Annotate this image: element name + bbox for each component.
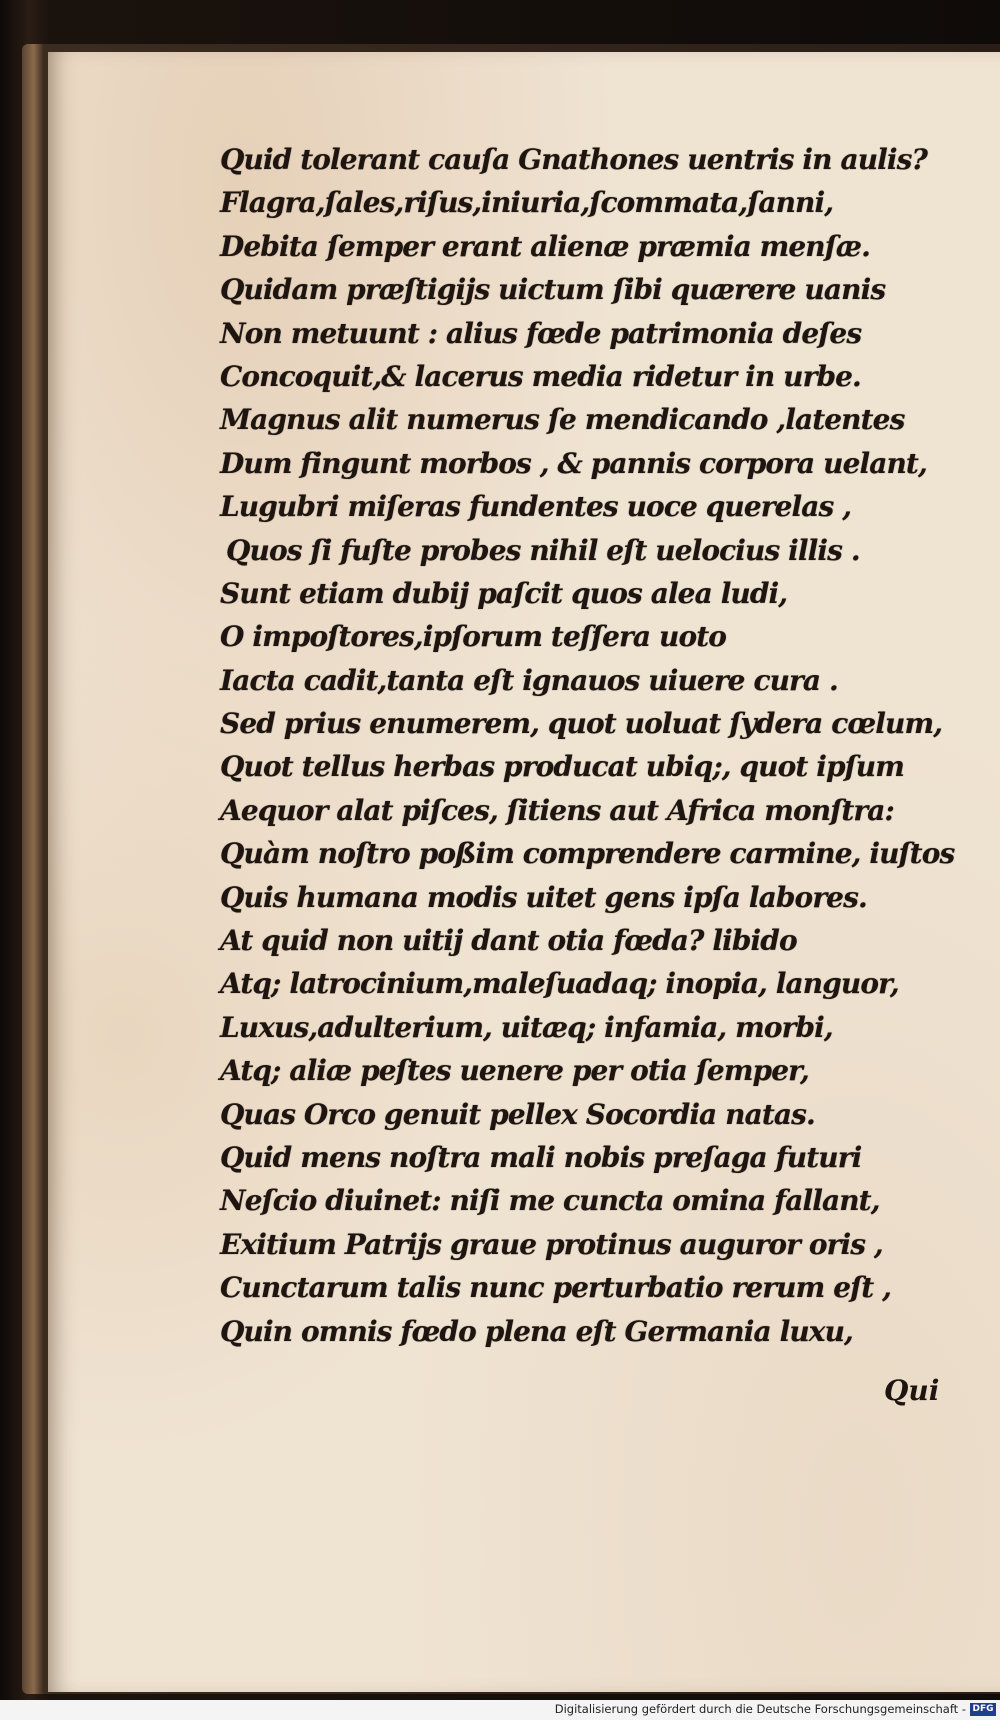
verse-line: Non metuunt : alius fœde patrimonia deſes <box>220 316 862 350</box>
dfg-logo-icon: DFG <box>970 1703 996 1716</box>
verse-line: Flagra,ſales,riſus,iniuria,ſcommata,ſanni, <box>220 186 834 220</box>
verse-line: Quin omnis fœdo plena eſt Germania luxu, <box>220 1314 853 1348</box>
poem-text-block <box>220 138 955 1353</box>
verse-line: At quid non uitij dant otia fœda? libido <box>220 924 797 958</box>
verse-line: Quid mens noſtra mali nobis preſaga futuri <box>220 1140 862 1174</box>
verse-line: Quot tellus herbas producat ubiq;, quot ipſum <box>220 750 904 784</box>
verse-line: Debita ſemper erant alienæ præmia menſæ. <box>220 229 870 263</box>
verse-line: Quos ſi fuſte probes nihil eſt uelocius illis . <box>226 533 860 567</box>
verse-line: Aequor alat piſces, ſitiens aut Africa monſtra: <box>220 793 894 827</box>
verse-line: Quàm noſtro poßim comprendere carmine, iuſtos <box>220 837 955 871</box>
verse-line: Luxus,adulterium, uitæq; infamia, morbi, <box>220 1010 833 1044</box>
verse-line: Exitium Patrijs graue protinus auguror oris , <box>220 1227 883 1261</box>
verse-line: Concoquit,& lacerus media ridetur in urbe. <box>220 359 861 393</box>
digitization-footer <box>0 1700 1000 1720</box>
catchword: Qui <box>884 1374 940 1407</box>
verse-line: Atq; latrocinium,maleſuadaq; inopia, languor, <box>220 967 899 1001</box>
verse-line: Dum fingunt morbos , & pannis corpora uelant, <box>220 446 927 480</box>
verse-line: Quidam præſtigijs uictum ſibi quærere uanis <box>220 273 886 307</box>
verse-line: Neſcio diuinet: niſi me cuncta omina fallant, <box>220 1184 880 1218</box>
verse-line: O impoſtores,ipſorum teſſera uoto <box>220 620 727 654</box>
verse-line: Quis humana modis uitet gens ipſa labores. <box>220 880 867 914</box>
verse-line: Sunt etiam dubij paſcit quos alea ludi, <box>220 576 788 610</box>
verse-line: Atq; aliæ peſtes uenere per otia ſemper, <box>220 1054 809 1088</box>
verse-line: Cunctarum talis nunc perturbatio rerum eſt , <box>220 1271 891 1305</box>
verse-line: Sed prius enumerem, quot uoluat ſydera cœlum, <box>220 707 943 741</box>
verse-line: Quas Orco genuit pellex Socordia natas. <box>220 1097 815 1131</box>
verse-line: Quid tolerant cauſa Gnathones uentris in aulis? <box>220 143 928 176</box>
verse-line: Lugubri miſeras fundentes uoce querelas , <box>220 490 852 524</box>
verse-line: Magnus alit numerus ſe mendicando ,latentes <box>220 403 905 437</box>
verse-line: Iacta cadit,tanta eſt ignauos uiuere cura . <box>220 663 838 697</box>
footer-credit-text: Digitalisierung gefördert durch die Deutsche Forschungsgemeinschaft - <box>554 1702 966 1716</box>
